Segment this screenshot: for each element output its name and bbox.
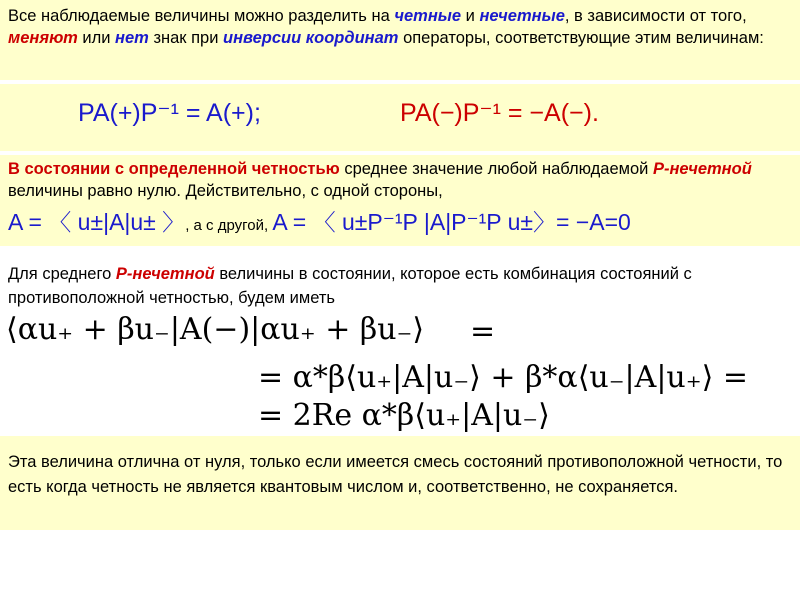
intro-text-1: Все наблюдаемые величины можно разделить на [8,7,395,25]
math-line-3: = 2Re α*β⟨u₊|A|u₋⟩ [258,398,550,433]
definite-parity-text-1: среднее значение любой наблюдаемой [339,160,653,178]
definite-parity-box [0,155,800,246]
mixed-text-2: величины в состоянии, которое есть комбинация состояний с противоположной четностью, будем иметь [8,265,692,307]
even-term: четные [394,7,462,25]
even-formula: PA(+)P⁻¹ = A(+); [78,99,261,127]
intro-text-6: операторы, соответствующие этим величинам: [398,29,764,47]
expectation-eq-1: A = 〈 u±|A|u± 〉 [8,209,186,235]
math-line-1-equals: = [470,314,496,349]
parity-formulas-box [0,84,800,151]
inversion-term: инверсии координат [223,29,399,47]
intro-text-4: или [77,29,116,47]
p-odd-term-2: Р-нечетной [115,265,215,283]
change-term: меняют [8,29,78,47]
p-odd-term: Р-нечетной [652,160,752,178]
definite-parity-lead: В состоянии с определенной четностью [8,160,340,178]
odd-formula: PA(−)P⁻¹ = −A(−). [400,99,599,127]
expectation-eq-2: A = 〈 u±P⁻¹P |A|P⁻¹P u±〉= −A=0 [272,209,631,235]
mixed-state-paragraph [8,262,788,310]
math-line-1: ⟨αu₊ + βu₋|A(−)|αu₊ + βu₋⟩ [6,312,425,347]
intro-text-3: , в зависимости от того, [564,7,747,25]
intro-text-5: знак при [148,29,224,47]
odd-term: нечетные [479,7,565,25]
intro-text-2: и [461,7,480,25]
conclusion-box [0,436,800,530]
intro-box [0,0,800,80]
math-line-2: = α*β⟨u₊|A|u₋⟩ + β*α⟨u₋|A|u₊⟩ = [258,360,748,395]
conclusion-text: Эта величина отлична от нуля, только если имеется смесь состояний противоположной четности, то есть когда четность не является квантовым числом и, соответственно, не сохраняется. [8,453,783,496]
not-term: нет [115,29,149,47]
other-side-text: , а с другой, [185,217,273,234]
mixed-text-1: Для среднего [8,265,116,283]
definite-parity-text-2: величины равно нулю. Действительно, с одной стороны, [8,182,443,200]
